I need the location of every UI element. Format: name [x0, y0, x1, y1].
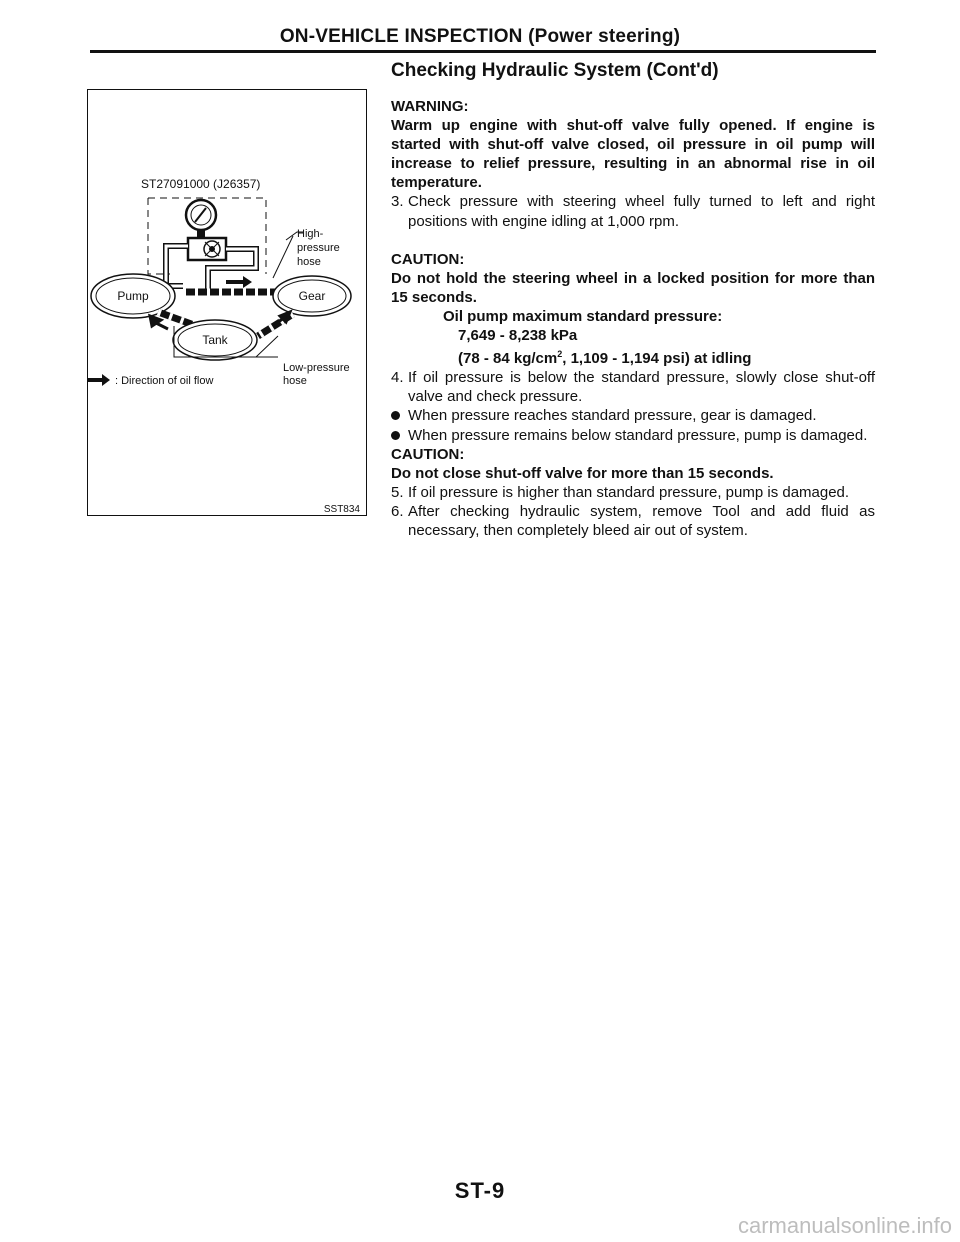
high-pressure-label: High-	[297, 228, 324, 240]
tool-number-label: ST27091000 (J26357)	[141, 177, 261, 191]
spec-label: Oil pump maximum standard pressure:	[443, 307, 723, 325]
spec-value-part: , 1,109 - 1,194 psi) at idling	[562, 350, 752, 368]
bullet-text: When pressure reaches standard pressure, gear is damaged.	[408, 407, 817, 425]
legend-arrow-icon	[88, 374, 110, 386]
tank-component	[173, 320, 257, 360]
legend-label: : Direction of oil flow	[115, 375, 214, 387]
warning-heading: WARNING:	[391, 98, 469, 115]
step-text: If oil pressure is below the standard pressure, slowly close shut-off valve and check pressure.	[408, 369, 875, 406]
caution-heading: CAUTION:	[391, 445, 465, 463]
hydraulic-diagram-figure	[87, 89, 367, 516]
spec-superscript: 2	[557, 349, 563, 360]
figure-code: SST834	[323, 504, 360, 515]
bullet-dot-icon	[391, 431, 400, 440]
spec-value-part: (78 - 84 kg/cm	[458, 350, 558, 368]
low-pressure-label: Low-pressure	[283, 362, 350, 374]
spec-value-kgcm-psi	[391, 345, 875, 368]
gear-label: Gear	[298, 289, 326, 303]
step-text: After checking hydraulic system, remove Tool and add fluid as necessary, then completely bleed air out of system.	[408, 502, 875, 539]
body-content	[391, 97, 875, 540]
pump-label: Pump	[117, 289, 149, 303]
caution-text: Do not close shut-off valve for more than 15 seconds.	[391, 464, 774, 482]
bullet-dot-icon	[391, 411, 400, 420]
low-pressure-label-2: hose	[283, 375, 307, 387]
step-3	[391, 192, 875, 230]
step-text: If oil pressure is higher than standard pressure, pump is damaged.	[408, 483, 850, 501]
header-rule	[90, 50, 876, 53]
page-number: ST-9	[454, 1178, 506, 1203]
bullet-text: When pressure remains below standard pressure, pump is damaged.	[408, 426, 868, 444]
spec-value-kpa: 7,649 - 8,238 kPa	[458, 327, 578, 345]
pressure-gauge-icon	[186, 200, 216, 238]
shut-off-valve-icon	[188, 238, 226, 260]
step-text: Check pressure with steering wheel fully turned to left and right positions with engine idling at 1,000 rpm.	[408, 193, 875, 230]
step-5	[391, 483, 875, 502]
step-4	[391, 368, 875, 406]
high-pressure-label-2: pressure	[297, 242, 340, 254]
bullet-item	[391, 406, 875, 425]
tank-label: Tank	[202, 333, 228, 347]
caution-heading: CAUTION:	[391, 250, 465, 268]
step-6	[391, 502, 875, 540]
hydraulic-diagram	[88, 90, 368, 517]
step-number: 4.	[391, 369, 404, 387]
watermark: carmanualsonline.info	[737, 1213, 952, 1238]
gear-component	[273, 276, 351, 316]
flow-arrow-icon	[226, 276, 252, 288]
page-header-title: ON-VEHICLE INSPECTION (Power steering)	[279, 26, 681, 47]
warning-text: Warm up engine with shut-off valve fully opened. If engine is started with shut-off valve closed, oil pressure in oil pump will increase to relief pressure, resulting in an abnormal rise in oil temperature.	[391, 117, 875, 192]
bullet-item	[391, 426, 875, 445]
section-title: Checking Hydraulic System (Cont'd)	[391, 60, 719, 81]
step-number: 6.	[391, 502, 404, 520]
step-number: 5.	[391, 483, 404, 501]
high-pressure-label-3: hose	[297, 256, 321, 268]
step-number: 3.	[391, 193, 404, 211]
caution-text: Do not hold the steering wheel in a locked position for more than 15 seconds.	[391, 269, 875, 306]
